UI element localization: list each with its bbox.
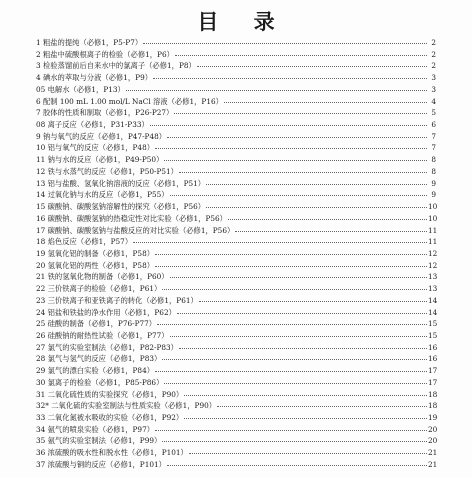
toc-entry-title: 13 铝与盐酸、氢氧化钠溶液的反应（必修1，P51） [36, 178, 206, 188]
toc-entry[interactable] [36, 119, 436, 131]
toc-entry[interactable] [36, 377, 436, 389]
toc-entry-title: 20 氢氧化铝的两性（必修1，P58） [36, 260, 155, 270]
toc-entry-title: 12 铁与水蒸气的反应（必修1，P50-P51） [36, 166, 178, 176]
toc-entry-page-number: 2 [431, 49, 436, 59]
toc-entry[interactable] [36, 435, 436, 447]
dot-leader [162, 283, 427, 290]
toc-entry[interactable] [36, 424, 436, 436]
toc-entry-page-number: 18 [428, 389, 438, 399]
toc-entry-page-number: 3 [431, 73, 436, 83]
toc-entry[interactable] [36, 447, 436, 459]
toc-entry-page-number: 20 [428, 436, 438, 446]
dot-leader [155, 142, 427, 149]
toc-entry[interactable] [36, 271, 436, 283]
toc-entry-title: 10 铝与氧气的反应（必修1，P48） [36, 143, 155, 153]
toc-entry-title: 1 粗盐的提纯（必修1，P5-P7） [36, 38, 143, 47]
toc-entry-title: 16 碳酸钠、碳酸氢钠的热稳定性对比实验（必修1，P56） [36, 213, 227, 223]
toc-entry-page-number: 9 [431, 178, 436, 188]
toc-entry-title: 27 氯气的实验室制法（必修1，P82-P83） [36, 342, 178, 352]
toc-entry[interactable] [36, 37, 436, 49]
toc-entry[interactable] [36, 260, 436, 272]
toc-entry-page-number: 6 [431, 120, 436, 130]
dot-leader [235, 225, 427, 232]
toc-entry-title: 26 硅酸钠的耐热性试验（必修1，P77） [36, 330, 169, 340]
toc-entry[interactable] [36, 166, 436, 178]
dot-leader [150, 119, 427, 126]
toc-entry-page-number: 2 [431, 61, 436, 71]
toc-entry-page-number: 14 [428, 295, 438, 305]
dot-leader [157, 318, 427, 325]
toc-entry[interactable] [36, 459, 436, 471]
toc-entry-title: 4 碘水的萃取与分液（必修1，P9） [36, 73, 153, 83]
toc-entry-page-number: 20 [428, 424, 438, 434]
toc-entry[interactable] [36, 49, 436, 61]
toc-entry-page-number: 8 [431, 166, 436, 176]
dot-leader [133, 236, 427, 243]
toc-entry-page-number: 10 [428, 202, 438, 212]
dot-leader [167, 131, 427, 138]
toc-entry[interactable] [36, 365, 436, 377]
toc-entry-title: 33 二氧化氮被水吸收的实验（必修1，P92） [36, 413, 184, 422]
toc-entry-page-number: 14 [428, 307, 438, 317]
toc-entry-page-number: 12 [428, 248, 438, 258]
dot-leader [189, 447, 427, 454]
toc-entry[interactable] [36, 389, 436, 401]
toc-entry[interactable] [36, 248, 436, 260]
toc-entry-title: 29 氯气的漂白实验（必修1，P84） [36, 366, 155, 376]
toc-entry-page-number: 21 [428, 459, 438, 469]
toc-entry-page-number: 15 [428, 319, 438, 329]
dot-leader [177, 307, 427, 314]
toc-entry[interactable] [36, 154, 436, 166]
toc-entry[interactable] [36, 318, 436, 330]
toc-entry-title: 14 过氧化钠与水的反应（必修1，P55） [36, 190, 169, 200]
toc-entry[interactable] [36, 412, 436, 424]
dot-leader [206, 201, 427, 208]
dot-leader [170, 271, 427, 278]
dot-leader [164, 377, 427, 384]
toc-entry[interactable] [36, 295, 436, 307]
toc-entry-page-number: 17 [428, 366, 438, 376]
toc-entry-title: 3 检验蒸馏前后自来水中的氯离子（必修1，P8） [36, 61, 196, 71]
toc-entry-page-number: 7 [431, 131, 436, 141]
toc-entry-page-number: 4 [431, 96, 436, 106]
toc-entry[interactable] [36, 353, 436, 365]
dot-leader [174, 107, 427, 114]
dot-leader [184, 389, 427, 396]
dot-leader [143, 37, 427, 44]
dot-leader [170, 189, 427, 196]
toc-entry-page-number: 11 [428, 225, 438, 235]
toc-entry-title: 08 离子反应（必修1，P31-P33） [36, 120, 149, 130]
toc-entry[interactable] [36, 107, 436, 119]
toc-entry-title: 19 氢氧化铝的制备（必修1，P58） [36, 248, 155, 258]
page-title: 目 录 [197, 10, 289, 34]
table-of-contents [36, 37, 436, 471]
toc-entry-title: 35 氨气的实验室制法（必修1，P99） [36, 436, 162, 446]
dot-leader [184, 412, 427, 419]
toc-entry[interactable] [36, 178, 436, 190]
dot-leader [155, 260, 427, 267]
toc-entry-title: 6 配制 100 mL 1.00 mol/L NaCl 溶液（必修1，P16） [36, 96, 223, 106]
toc-entry-title: 22 三价铁离子的检验（必修1，P61） [36, 284, 162, 294]
dot-leader [155, 424, 427, 431]
toc-entry[interactable] [36, 283, 436, 295]
toc-entry-title: 11 钠与水的反应（必修1，P49-P50） [36, 155, 164, 165]
toc-entry[interactable] [36, 330, 436, 342]
toc-entry-title: 05 电解水（必修1，P13） [36, 84, 125, 94]
toc-entry-title: 36 浓硫酸的吸水性和脱水性（必修1，P101） [36, 448, 188, 458]
toc-entry-title: 9 钠与氧气的反应（必修1，P47-P48） [36, 131, 167, 141]
toc-entry[interactable] [36, 60, 436, 72]
toc-entry-title: 23 三价铁离子和亚铁离子的转化（必修1，P61） [36, 295, 198, 305]
dot-leader [155, 248, 427, 255]
toc-entry[interactable] [36, 142, 436, 154]
toc-entry-title: 32* 二氧化硫的实验室制法与性质实验（必修1，P90） [36, 401, 217, 411]
dot-leader [197, 60, 427, 67]
toc-entry-title: 17 碳酸钠、碳酸氢钠与盐酸反应的对比实验（必修1，P56） [36, 225, 235, 235]
toc-entry-page-number: 3 [431, 84, 436, 94]
dot-leader [162, 353, 427, 360]
toc-entry[interactable] [36, 201, 436, 213]
toc-entry-title: 34 氨气的喷泉实验（必修1，P97） [36, 424, 155, 434]
dot-leader [126, 84, 427, 91]
toc-entry-title: 25 硅酸的制备（必修1，P76-P77） [36, 319, 157, 329]
toc-entry-title: 15 碳酸钠、碳酸氢钠溶解性的探究（必修1，P56） [36, 202, 206, 212]
dot-leader [206, 178, 427, 185]
toc-entry-page-number: 18 [428, 401, 438, 411]
toc-entry[interactable] [36, 84, 436, 96]
toc-entry-page-number: 7 [431, 143, 436, 153]
toc-entry-page-number: 2 [431, 38, 436, 47]
toc-entry-page-number: 10 [428, 213, 438, 223]
toc-entry-page-number: 19 [428, 413, 438, 422]
toc-entry-page-number: 17 [428, 377, 438, 387]
toc-entry[interactable] [36, 96, 436, 108]
toc-entry[interactable] [36, 236, 436, 248]
toc-entry-title: 28 氯气与氢气的反应（必修1，P83） [36, 354, 162, 364]
dot-leader [170, 330, 427, 337]
toc-entry[interactable] [36, 189, 436, 201]
dot-leader [224, 96, 427, 103]
toc-entry-page-number: 12 [428, 260, 438, 270]
toc-entry-title: 30 氯离子的检验（必修1，P85-P86） [36, 377, 164, 387]
dot-leader [179, 166, 427, 173]
dot-leader [162, 435, 427, 442]
dot-leader [228, 213, 427, 220]
toc-entry-page-number: 5 [431, 108, 436, 118]
dot-leader [155, 365, 427, 372]
dot-leader [179, 342, 427, 349]
toc-entry[interactable] [36, 72, 436, 84]
toc-entry-title: 2 粗盐中硫酸根离子的检验（必修1，P6） [36, 49, 174, 59]
toc-entry-title: 24 铝盐和铁盐的净水作用（必修1，P62） [36, 307, 176, 317]
dot-leader [175, 49, 427, 56]
toc-entry-page-number: 11 [428, 237, 438, 247]
toc-entry-title: 7 胶体的性质和制取（必修1，P26-P27） [36, 108, 174, 118]
toc-entry[interactable] [36, 131, 436, 143]
dot-leader [153, 72, 427, 79]
toc-entry[interactable] [36, 307, 436, 319]
dot-leader [217, 400, 427, 407]
toc-entry-page-number: 16 [428, 354, 438, 364]
toc-entry-page-number: 15 [428, 330, 438, 340]
toc-entry[interactable] [36, 342, 436, 354]
toc-entry-page-number: 16 [428, 342, 438, 352]
dot-leader [199, 295, 427, 302]
toc-entry-page-number: 8 [431, 155, 436, 165]
toc-entry-title: 37 浓硫酸与铜的反应（必修1，P101） [36, 459, 166, 469]
dot-leader [164, 154, 427, 161]
toc-entry-page-number: 13 [428, 272, 438, 282]
toc-entry-page-number: 21 [428, 448, 438, 458]
dot-leader [167, 459, 427, 466]
toc-entry[interactable] [36, 213, 436, 225]
toc-entry-title: 31 二氧化硫性质的实验探究（必修1，P90） [36, 389, 184, 399]
toc-entry-title: 21 铁的氢氧化物的制备（必修1，P60） [36, 272, 169, 282]
toc-entry[interactable] [36, 400, 436, 412]
toc-entry-page-number: 9 [431, 190, 436, 200]
toc-entry[interactable] [36, 225, 436, 237]
toc-entry-page-number: 13 [428, 284, 438, 294]
toc-entry-title: 18 焰色反应（必修1，P57） [36, 237, 133, 247]
